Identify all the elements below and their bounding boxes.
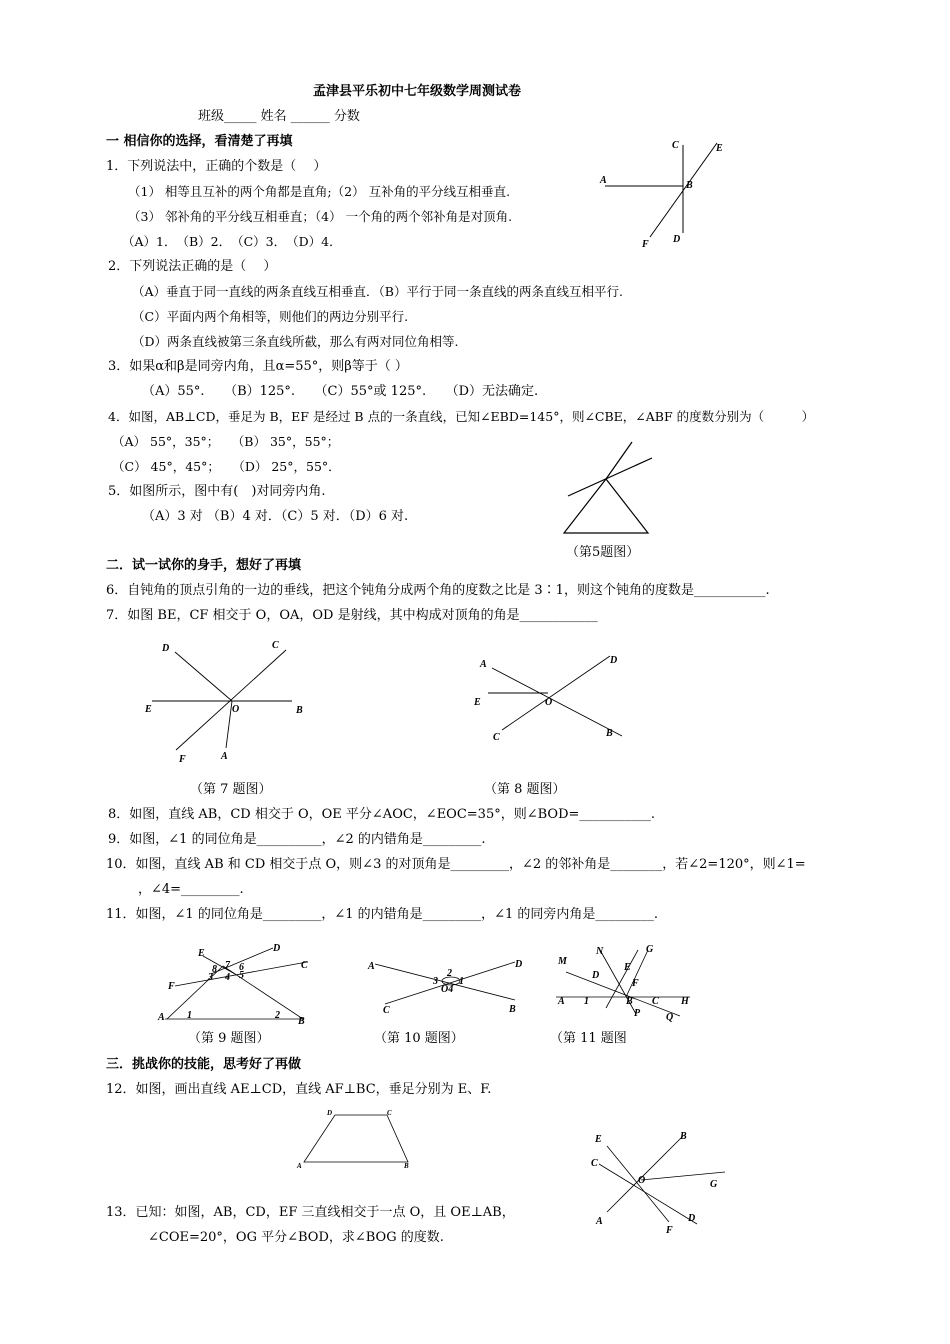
- section-2-heading: 二．试一试你的身手，想好了再填: [106, 558, 302, 573]
- point-label-a: A: [558, 996, 565, 1007]
- point-label-d: D: [673, 234, 681, 245]
- point-label-c: C: [493, 732, 500, 743]
- figure-12-diagram: [292, 1106, 417, 1174]
- point-label-e: E: [145, 704, 152, 715]
- question-3-options: （A）55°. （B）125°. （C）55°或 125°. （D）无法确定.: [142, 384, 539, 399]
- question-2-option-ab: （A）垂直于同一直线的两条直线互相垂直．（B）平行于同一条直线的两条直线互相平行.: [132, 284, 623, 299]
- point-label-p: P: [634, 1008, 641, 1019]
- figure-10-caption: （第 10 题图）: [374, 1031, 464, 1046]
- angle-label-2: 2: [275, 1010, 280, 1021]
- line-q: [566, 972, 680, 1016]
- point-label-b: B: [509, 1004, 516, 1015]
- angle-label-7: 7: [225, 960, 230, 971]
- section-1-heading: 一 相信你的选择，看清楚了再填: [106, 134, 293, 149]
- figure-4-diagram: [595, 135, 735, 250]
- point-label-f: F: [666, 1225, 673, 1236]
- question-5: 5．如图所示，图中有( )对同旁内角.: [108, 484, 326, 499]
- question-11: 11．如图，∠1 的同位角是_________，∠1 的内错角是_________，∠1 的同旁内角是_________.: [106, 907, 659, 922]
- point-label-a: A: [158, 1012, 165, 1023]
- point-label-m: M: [558, 956, 567, 967]
- question-12: 12．如图，画出直线 AE⊥CD，直线 AF⊥BC，垂足分别为 E、F.: [106, 1082, 492, 1097]
- point-label-b: B: [298, 1016, 305, 1027]
- point-label-d: D: [515, 959, 523, 970]
- point-label-o: O: [232, 704, 240, 715]
- angle-label-5: 5: [239, 970, 244, 981]
- point-label-n: N: [596, 946, 604, 957]
- question-8: 8．如图，直线 AB，CD 相交于 O，OE 平分∠AOC，∠EOC=35°，则∠BOD=___________.: [108, 807, 656, 822]
- trapezoid-abcd: [304, 1115, 408, 1162]
- figure-7-caption: （第 7 题图）: [190, 782, 272, 797]
- angle-label-1: 1: [584, 996, 589, 1007]
- point-label-a: A: [297, 1162, 302, 1170]
- figure-9-diagram: [155, 943, 320, 1027]
- figure-5-caption: （第5题图）: [566, 545, 640, 560]
- point-label-c: C: [591, 1158, 598, 1169]
- point-label-o: O: [638, 1175, 646, 1186]
- question-1-options: （A）1． （B）2． （C）3． （D）4．: [122, 234, 342, 249]
- point-label-e: E: [474, 697, 481, 708]
- point-label-c: C: [652, 996, 659, 1007]
- angle-label-2: 2: [447, 968, 452, 979]
- point-label-c: C: [672, 140, 679, 151]
- figure-9-caption: （第 9 题图）: [188, 1031, 270, 1046]
- ray-od: [175, 652, 232, 701]
- point-label-b: B: [686, 180, 693, 191]
- angle-label-3: 3: [433, 976, 438, 987]
- point-label-a: A: [368, 961, 375, 972]
- point-label-b: B: [606, 728, 613, 739]
- point-label-c: C: [301, 960, 308, 971]
- question-13-continued: ∠COE=20°，OG 平分∠BOD，求∠BOG 的度数.: [148, 1230, 444, 1245]
- angle-label-1: 1: [187, 1010, 192, 1021]
- question-13: 13．已知：如图，AB，CD，EF 三直线相交于一点 O，且 OE⊥AB，: [106, 1205, 515, 1220]
- point-label-a: A: [596, 1216, 603, 1227]
- question-3: 3．如果α和β是同旁内角，且α=55°，则β等于（ ）: [108, 359, 408, 374]
- angle-label-8: 8: [212, 964, 217, 975]
- point-label-a: A: [221, 751, 228, 762]
- line-cd: [599, 1164, 697, 1224]
- point-label-a: A: [480, 659, 487, 670]
- student-info-line: 班级_____ 姓名 ______ 分数: [198, 109, 360, 124]
- section-3-heading: 三．挑战你的技能，思考好了再做: [106, 1057, 302, 1072]
- point-label-o: O: [545, 697, 553, 708]
- question-9: 9．如图，∠1 的同位角是__________，∠2 的内错角是_________.: [108, 832, 486, 847]
- figure-8-caption: （第 8 题图）: [484, 782, 566, 797]
- point-label-f: F: [632, 978, 639, 989]
- line-cf: [176, 650, 286, 750]
- question-2-option-d: （D）两条直线被第三条直线所截，那么有两对同位角相等.: [132, 334, 459, 349]
- point-label-e: E: [198, 948, 205, 959]
- point-label-b: B: [404, 1162, 409, 1170]
- page-title: 孟津县平乐初中七年级数学周测试卷: [313, 84, 522, 99]
- angle-label-4: 4: [225, 972, 230, 983]
- point-label-d: D: [592, 970, 600, 981]
- point-label-d: D: [162, 643, 170, 654]
- line-ab: [492, 668, 622, 736]
- point-label-h: H: [681, 996, 689, 1007]
- question-2: 2．下列说法正确的是（ ）: [108, 259, 277, 274]
- question-4-options-ab: （A） 55°，35°； （B） 35°，55°；: [112, 434, 340, 449]
- point-label-c: C: [387, 1109, 392, 1117]
- point-label-g: G: [646, 944, 654, 955]
- point-label-e: E: [624, 962, 631, 973]
- question-5-options: （A）3 对 （B）4 对．（C）5 对．（D）6 对.: [142, 509, 409, 524]
- figure-13-diagram: [585, 1126, 735, 1238]
- question-2-option-c: （C）平面内两个角相等，则他们的两边分别平行.: [132, 309, 409, 324]
- question-4: 4．如图，AB⊥CD，垂足为 B，EF 是经过 B 点的一条直线，已知∠EBD=145°，则∠CBE，∠ABF 的度数分别为（ ）: [108, 409, 815, 424]
- line-a: [568, 458, 652, 496]
- question-7: 7．如图 BE，CF 相交于 O，OA，OD 是射线，其中构成对顶角的角是____________: [106, 608, 598, 623]
- angle-label-1: 1: [459, 976, 464, 987]
- point-label-d: D: [610, 655, 618, 666]
- question-1-statement-b: （3） 邻补角的平分线互相垂直；（4） 一个角的两个邻补角是对顶角.: [128, 209, 513, 224]
- line-ab: [607, 1136, 683, 1212]
- angle-label-6: 6: [239, 962, 244, 973]
- question-1-statement-a: （1） 相等且互补的两个角都是直角;（2） 互补角的平分线互相垂直.: [128, 184, 511, 199]
- point-label-o4: O4: [441, 984, 454, 995]
- point-label-d: D: [273, 943, 281, 954]
- figure-8-diagram: [470, 646, 640, 746]
- question-4-options-cd: （C） 45°，45°； （D） 25°，55°．: [112, 459, 341, 474]
- figure-11-diagram: [548, 942, 698, 1022]
- question-10: 10．如图，直线 AB 和 CD 相交于点 O，则∠3 的对顶角是_________，∠2 的邻补角是________，若∠2=120°，则∠1=: [106, 857, 806, 872]
- figure-11-caption: （第 11 题图: [550, 1031, 627, 1046]
- question-6: 6．自钝角的顶点引角的一边的垂线，把这个钝角分成两个角的度数之比是 3∶1，则这个钝角的度数是___________.: [106, 583, 770, 598]
- question-1: 1．下列说法中，正确的个数是（ ）: [106, 159, 327, 174]
- point-label-f: F: [168, 981, 175, 992]
- point-label-e: E: [716, 143, 723, 154]
- point-label-b: B: [296, 705, 303, 716]
- point-label-f: F: [642, 239, 649, 250]
- point-label-b: B: [626, 996, 633, 1007]
- point-label-d: D: [327, 1109, 333, 1117]
- point-label-e: E: [595, 1134, 602, 1145]
- point-label-a: A: [600, 175, 607, 186]
- line-g: [626, 950, 648, 997]
- point-label-d: D: [688, 1213, 696, 1224]
- figure-5-diagram: [560, 440, 660, 535]
- point-label-q: Q: [666, 1012, 674, 1023]
- point-label-c: C: [272, 640, 279, 651]
- angle-label-3: 3: [208, 972, 213, 983]
- point-label-f: F: [179, 754, 186, 765]
- figure-7-diagram: [140, 636, 320, 771]
- triangle: [564, 479, 648, 533]
- question-10-continued: ，∠4=_________.: [138, 882, 244, 897]
- point-label-c: C: [383, 1005, 390, 1016]
- point-label-b: B: [680, 1131, 687, 1142]
- point-label-g: G: [710, 1179, 718, 1190]
- figure-10-diagram: [365, 954, 535, 1014]
